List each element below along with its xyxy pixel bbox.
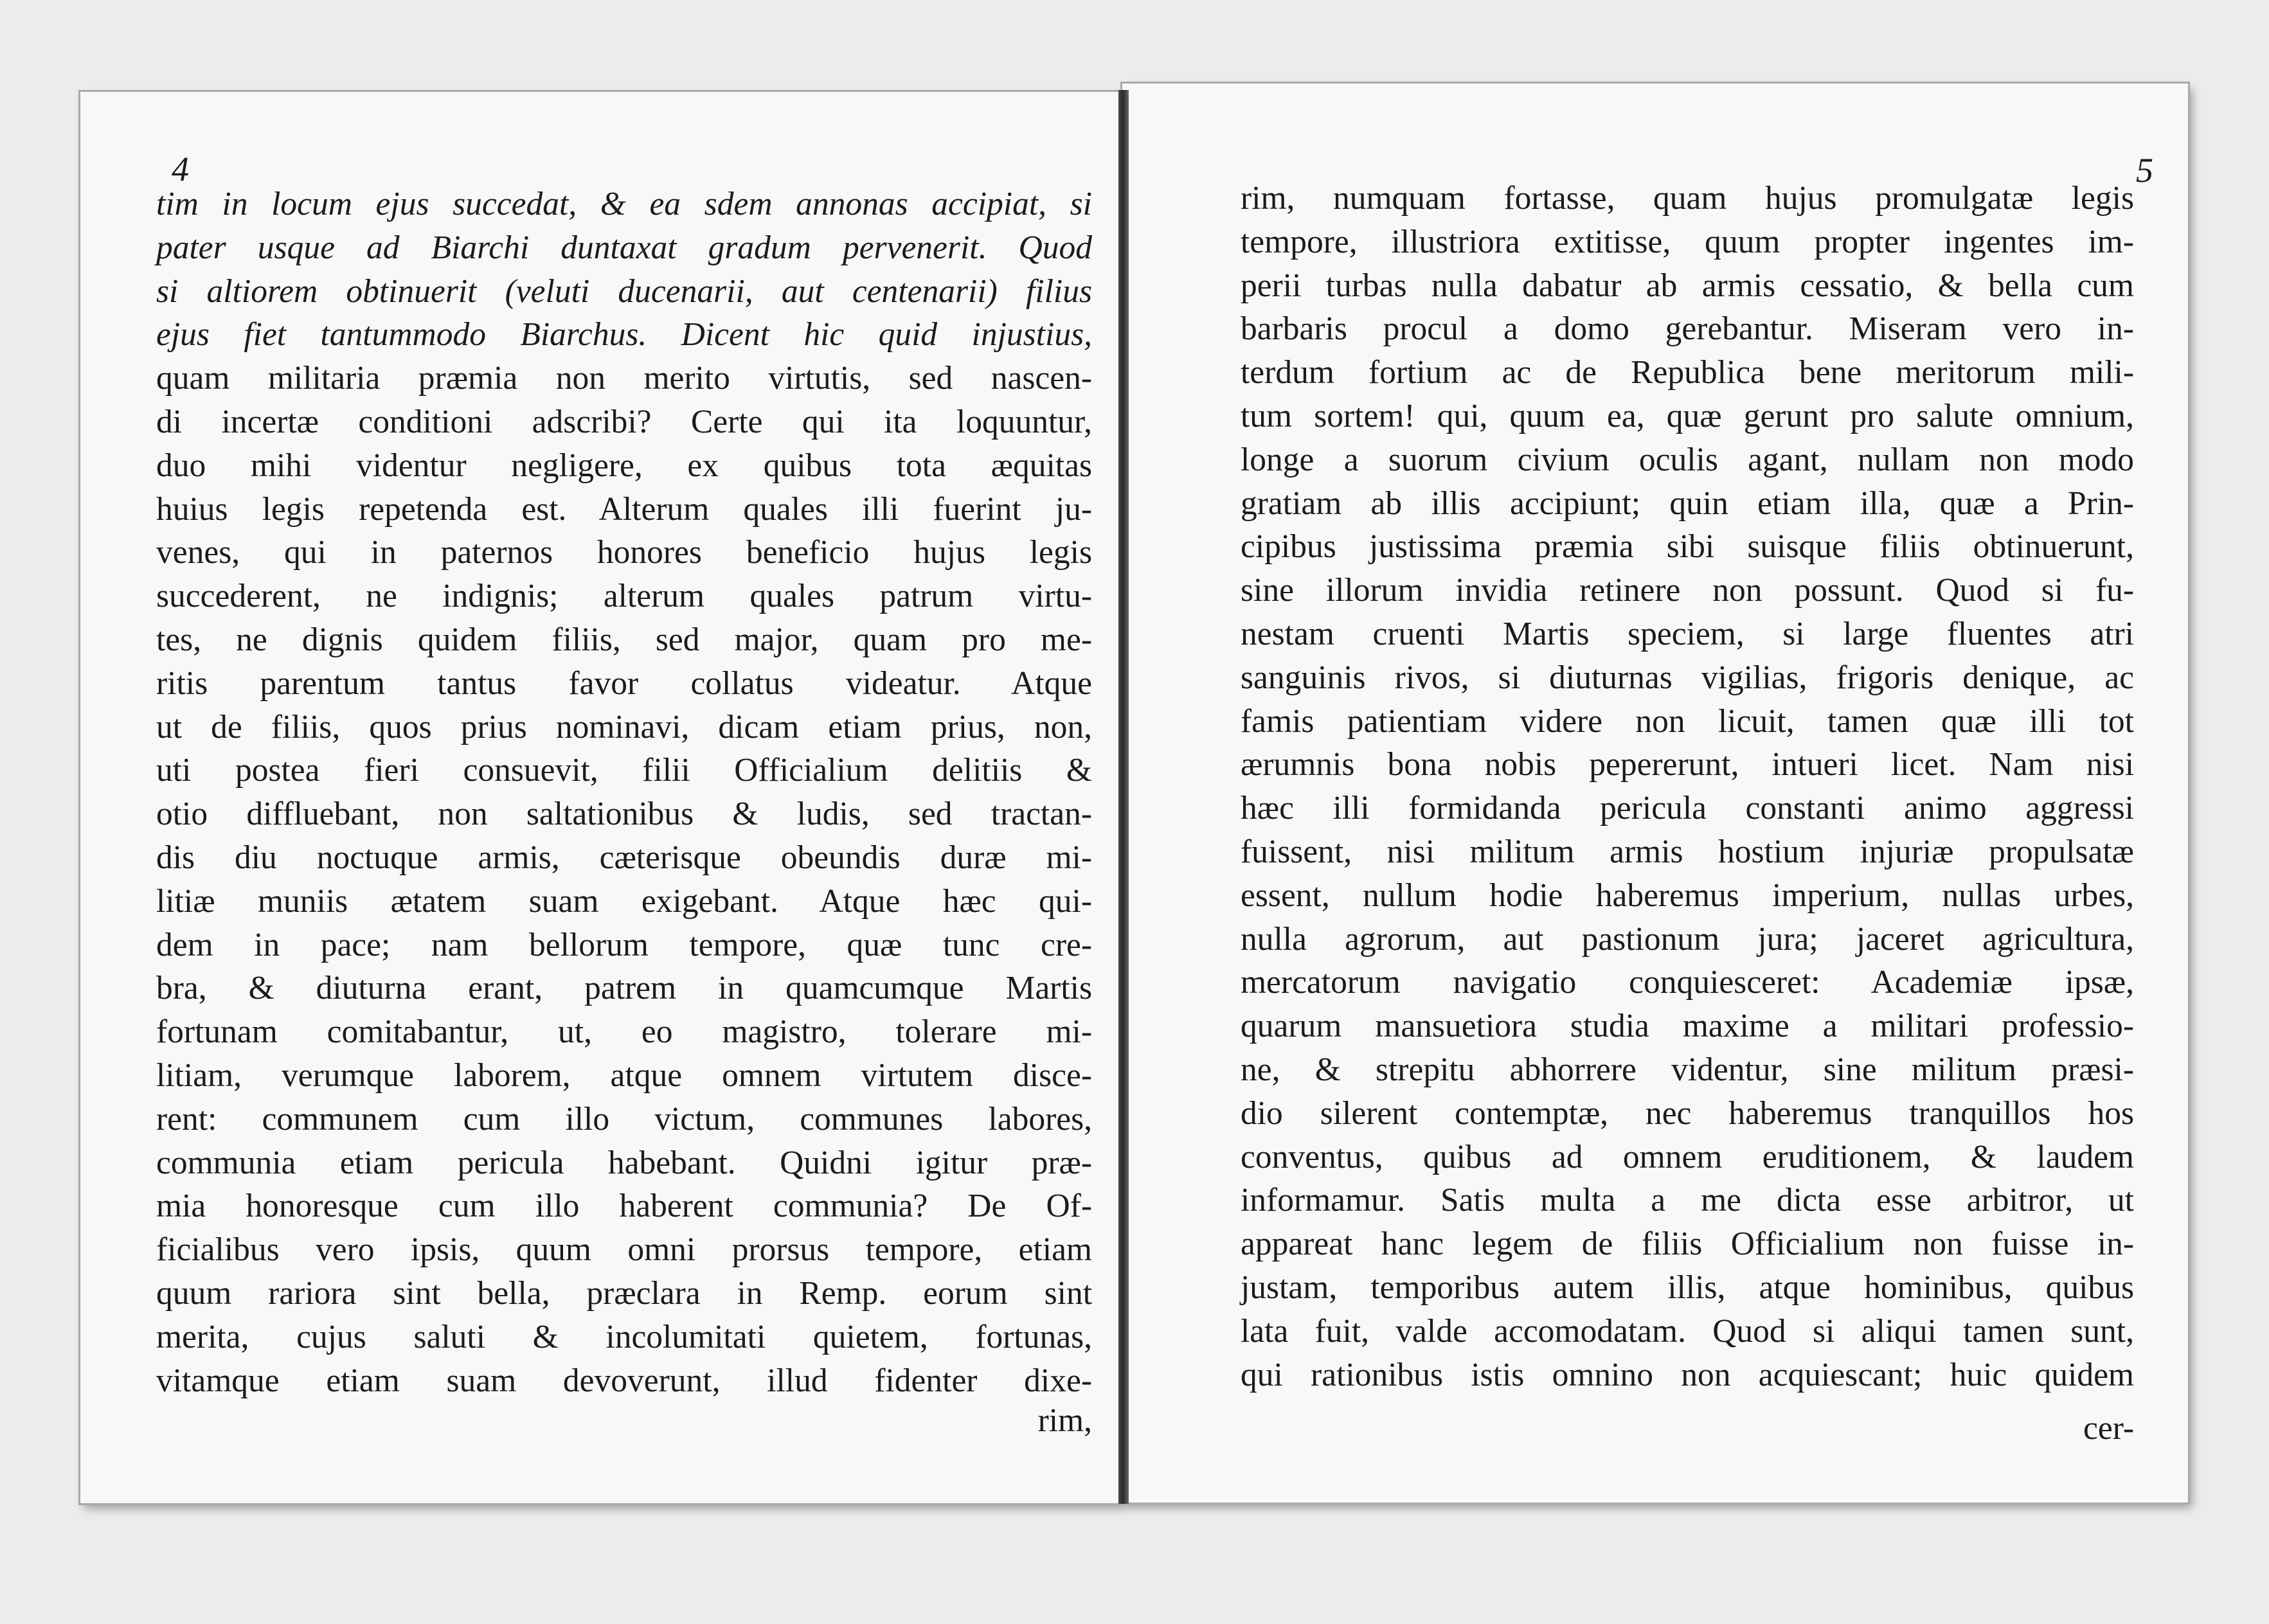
- text-line: mercatorum navigatio conquiesceret: Academiæ ipsæ,: [1241, 964, 2134, 1001]
- text-line: litiæ muniis ætatem suam exigebant. Atque hæc qui-: [156, 882, 1092, 920]
- left-page-number: 4: [172, 150, 189, 188]
- text-line: huius legis repetenda est. Alterum quales illi fuerint ju-: [156, 490, 1092, 528]
- text-line: appareat hanc legem de filiis Officialium non fuisse in-: [1241, 1226, 2134, 1263]
- text-line: rent: communem cum illo victum, communes labores,: [156, 1100, 1092, 1138]
- text-line: litiam, verumque laborem, atque omnem virtutem disce-: [156, 1057, 1092, 1094]
- text-line: fuissent, nisi militum armis hostium injuriæ propulsatæ: [1241, 833, 2134, 870]
- text-line: conventus, quibus ad omnem eruditionem, & laudem: [1241, 1138, 2134, 1175]
- text-line: sine illorum invidia retinere non possunt. Quod si fu-: [1241, 572, 2134, 609]
- text-line: longe a suorum civium oculis agant, nullam non modo: [1241, 441, 2134, 478]
- text-line: tempore, illustriora extitisse, quum propter ingentes im-: [1241, 223, 2134, 260]
- text-line: sanguinis rivos, si diuturnas vigilias, frigoris denique, ac: [1241, 659, 2134, 696]
- text-line: duo mihi videntur negligere, ex quibus tota æquitas: [156, 447, 1092, 484]
- text-line: dis diu noctuque armis, cæterisque obeundis duræ mi-: [156, 839, 1092, 876]
- left-catchword: rim,: [1037, 1402, 1092, 1439]
- text-line: qui rationibus istis omnino non acquiescant; huic quidem: [1241, 1356, 2134, 1393]
- text-line: quarum mansuetiora studia maxime a militari professio-: [1241, 1008, 2134, 1045]
- text-line: venes, qui in paternos honores beneficio hujus legis: [156, 534, 1092, 571]
- text-line: di incertæ conditioni adscribi? Certe qui ita loquuntur,: [156, 403, 1092, 440]
- text-line: justam, temporibus autem illis, atque hominibus, quibus: [1241, 1269, 2134, 1306]
- text-line: quam militaria præmia non merito virtutis, sed nascen-: [156, 360, 1092, 397]
- left-page-text: [156, 183, 1092, 1402]
- text-line: tes, ne dignis quidem filiis, sed major, quam pro me-: [156, 621, 1092, 658]
- text-line: otio diffluebant, non saltationibus & ludis, sed tractan-: [156, 796, 1092, 833]
- right-page: [1122, 84, 2188, 1503]
- right-page-text: [1241, 177, 2134, 1396]
- text-line: essent, nullum hodie haberemus imperium, nullas urbes,: [1241, 877, 2134, 914]
- text-line: perii turbas nulla dabatur ab armis cessatio, & bella cum: [1241, 267, 2134, 304]
- text-line: ritis parentum tantus favor collatus videatur. Atque: [156, 665, 1092, 702]
- text-line: uti postea fieri consuevit, filii Officialium delitiis &: [156, 752, 1092, 789]
- text-line: succederent, ne indignis; alterum quales patrum virtu-: [156, 578, 1092, 615]
- text-line: gratiam ab illis accipiunt; quin etiam illa, quæ a Prin-: [1241, 485, 2134, 522]
- text-line: tim in locum ejus succedat, & ea sdem annonas accipiat, si: [156, 186, 1092, 222]
- text-line: si altiorem obtinuerit (veluti ducenarii, aut centenarii) filius: [156, 272, 1092, 310]
- text-line: ne, & strepitu abhorrere videntur, sine militum præsi-: [1241, 1051, 2134, 1088]
- text-line: famis patientiam videre non licuit, tamen quæ illi tot: [1241, 702, 2134, 740]
- text-line: hæc illi formidanda pericula constanti animo aggressi: [1241, 790, 2134, 827]
- text-line: rim, numquam fortasse, quam hujus promulgatæ legis: [1241, 180, 2134, 217]
- right-catchword: cer-: [2083, 1410, 2134, 1447]
- text-line: pater usque ad Biarchi duntaxat gradum pervenerit. Quod: [156, 229, 1092, 266]
- text-line: dio silerent contemptæ, nec haberemus tranquillos hos: [1241, 1094, 2134, 1132]
- text-line: informamur. Satis multa a me dicta esse arbitror, ut: [1241, 1182, 2134, 1219]
- text-line: merita, cujus saluti & incolumitati quietem, fortunas,: [156, 1318, 1092, 1355]
- text-line: ficialibus vero ipsis, quum omni prorsus tempore, etiam: [156, 1231, 1092, 1269]
- text-line: fortunam comitabantur, ut, eo magistro, tolerare mi-: [156, 1013, 1092, 1051]
- text-line: ejus fiet tantummodo Biarchus. Dicent hic quid injustius,: [156, 316, 1092, 353]
- text-line: cipibus justissima præmia sibi suisque filiis obtinuerunt,: [1241, 528, 2134, 566]
- text-line: communia etiam pericula habebant. Quidni igitur præ-: [156, 1144, 1092, 1181]
- book-spine: [1118, 90, 1129, 1504]
- text-line: quum rariora sint bella, præclara in Remp. eorum sint: [156, 1274, 1092, 1312]
- text-line: vitamque etiam suam devoverunt, illud fidenter dixe-: [156, 1362, 1092, 1399]
- text-line: ærumnis bona nobis pepererunt, intueri licet. Nam nisi: [1241, 746, 2134, 783]
- right-page-number: 5: [2136, 151, 2153, 190]
- text-line: nulla agrorum, aut pastionum jura; jaceret agricultura,: [1241, 920, 2134, 958]
- text-line: nestam cruenti Martis speciem, si large fluentes atri: [1241, 615, 2134, 652]
- text-line: terdum fortium ac de Republica bene meritorum mili-: [1241, 354, 2134, 391]
- text-line: mia honoresque cum illo haberent communia? De Of-: [156, 1188, 1092, 1225]
- text-line: tum sortem! qui, quum ea, quæ gerunt pro salute omnium,: [1241, 397, 2134, 434]
- text-line: ut de filiis, quos prius nominavi, dicam etiam prius, non,: [156, 708, 1092, 745]
- text-line: lata fuit, valde accomodatam. Quod si aliqui tamen sunt,: [1241, 1312, 2134, 1350]
- left-page: [80, 92, 1122, 1503]
- text-line: bra, & diuturna erant, patrem in quamcumque Martis: [156, 970, 1092, 1007]
- text-line: barbaris procul a domo gerebantur. Miseram vero in-: [1241, 310, 2134, 348]
- text-line: dem in pace; nam bellorum tempore, quæ tunc cre-: [156, 926, 1092, 963]
